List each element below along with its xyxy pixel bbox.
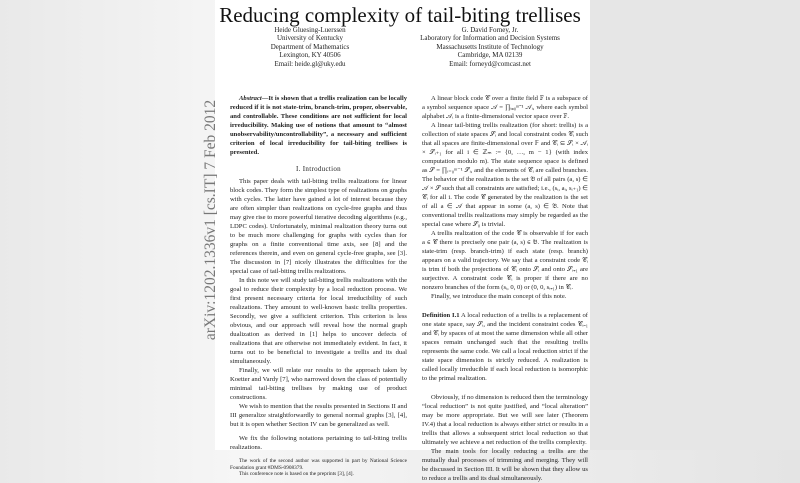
author-email: Email: heide.gl@uky.edu [274, 59, 346, 68]
left-column [230, 94, 407, 478]
viewer-background-right [590, 0, 800, 450]
abstract [230, 94, 407, 157]
abstract-text: —It is shown that a trellis realization can be locally reduced if it is not state-trim, branch-trim, proper, observable, and controllable. These conditions are not sufficient for local irreducibility. Making use of notions that amount to “almost unobservability/uncontrollability”, a necessary and sufficient criterion of local irreducibility for tail-biting trellises is presented. [230, 95, 407, 156]
paragraph: We wish to mention that the results presented in Sections II and III generalize straightforwardly to general normal graphs [3], [4], but it is open whether Section IV can be generalized as well. [230, 403, 407, 428]
author-name: Heide Gluesing-Luerssen [274, 26, 346, 34]
right-column [422, 94, 588, 483]
paragraph: A linear block code 𝒞 over a finite field 𝔽 is a subspace of a symbol sequence space 𝒜 = ∏ᵢ₌₀ᵐ⁻¹ 𝒜ᵢ, where each symbol alphabet 𝒜ᵢ is a finite-dimensional vector space over 𝔽. [422, 95, 588, 120]
arxiv-stamp: arXiv:1202.1336v1 [cs.IT] 7 Feb 2012 [202, 99, 219, 341]
paragraph: Finally, we will relate our results to the approach taken by Koetter and Vardy [7], who narrowed down the class of potentially minimal tail-biting trellises by making use of product constructions. [230, 367, 407, 401]
paper-title: Reducing complexity of tail-biting trellises [219, 3, 581, 27]
author-affiliation: Laboratory for Information and Decision Systems [420, 34, 560, 43]
author-name: G. David Forney, Jr. [461, 26, 519, 34]
paragraph: In this note we will study tail-biting trellis realizations with the goal to reduce their complexity by a local reduction process. We first present necessary criteria for local irreducibility of such realizations. They amount to well-known basic trellis properties. Secondly, we give a sufficient criterion. This criterion is less obvious, and our approach will reveal how the normal graph dualization as derived in [1] helps to uncover defects of realizations that are otherwise not immediately evident. In fact, it turns out to be beneficial to investigate a trellis and its dual simultaneously. [230, 277, 407, 365]
author-1 [235, 26, 385, 68]
paragraph: We fix the following notations pertaining to tail-biting trellis realizations. [230, 435, 407, 451]
author-affiliation: University of Kentucky [276, 34, 344, 43]
paragraph: The main tools for locally reducing a trellis are the mutually dual processes of trimming and merging. They will be discussed in Section III. It will be shown that they allow us to reduce a trellis and its dual simultaneously. [422, 448, 588, 482]
definition-text: A local reduction of a trellis is a replacement of one state space, say 𝒮ᵢ, and the incident constraint codes 𝒞ᵢ₋₁ and 𝒞ᵢ by spaces of at most the same dimension while all other spaces remain unchanged such that the resulting trellis represents the same code. We call a local reduction strict if the state space dimension is strictly reduced. A realization is called locally irreducible if each local reduction is isomorphic to the primal realization. [422, 312, 588, 382]
paragraph: Finally, we introduce the main concept of this note. [431, 293, 567, 300]
paragraph: This paper deals with tail-biting trellis realizations for linear block codes. They form the simplest type of realizations on graphs with cycles. The latter have gained a lot of interest because they are often simpler than realizations on cycle-free graphs and thus may give rise to more powerful iterative decoding algorithms (e.g., LDPC codes). Unfortunately, minimal realization theory turns out to be much more challenging for graphs with cycles than for graphs on a finite conventional time axis, see [8] and the references therein, and even on general cycle-free graphs, see [3]. The discussion in [7] nicely illustrates the difficulties for the special case of tail-biting trellis realizations. [230, 178, 407, 275]
author-address: Cambridge, MA 02139 [457, 51, 523, 60]
author-affiliation: Massachusetts Institute of Technology [436, 42, 544, 51]
section-heading: I. Introduction [296, 165, 341, 173]
definition-label: Definition I.1 [422, 312, 460, 319]
abstract-label: Abstract [239, 95, 262, 102]
footnote: The work of the second author was supported in part by National Science Foundation grant #DMS-0908379. [230, 458, 407, 471]
definition [422, 311, 588, 383]
paragraph: Obviously, if no dimension is reduced then the terminology “local reduction” is not quite justified, and “local alteration” may be more appropriate. But we will see later (Theorem IV.4) that a local reduction is always either strict or results in a trellis that allows a subsequent strict local reduction so that ultimately we achieve a net reduction of the trellis complexity. [422, 394, 588, 446]
author-2 [390, 26, 590, 68]
author-affiliation: Department of Mathematics [270, 42, 350, 51]
footnotes [230, 458, 407, 478]
author-address: Lexington, KY 40506 [279, 51, 341, 60]
paragraph: A linear tail-biting trellis realization (for short: trellis) is a collection of state spaces 𝒮ᵢ and local constraint codes 𝒞ᵢ such that all spaces are finite-dimensional over 𝔽 and 𝒞ᵢ ⊆ 𝒮ᵢ × 𝒜ᵢ × 𝒮ᵢ₊₁ for all i ∈ ℤₘ := {0, …, m − 1} (with index computation modulo m). The state sequence space is defined as 𝒮 = ∏ᵢ₌₀ᵐ⁻¹ 𝒮ᵢ, and the elements of 𝒞ᵢ are called branches. The behavior of the realization is the set 𝔅 of all pairs (a, s) ∈ 𝒜 × 𝒮 such that all constraints are satisfied; i.e., (sᵢ, aᵢ, sᵢ₊₁) ∈ 𝒞ᵢ for all i. The code 𝒞 generated by the realization is the set of all a ∈ 𝒜 that appear in some (a, s) ∈ 𝔅. Note that conventional trellis realizations may simply be regarded as the special case where 𝒮₀ is trivial. [422, 122, 588, 228]
author-email: Email: forneyd@comcast.net [449, 59, 531, 68]
paper-page [215, 0, 590, 482]
paragraph: A trellis realization of the code 𝒞 is observable if for each a ∈ 𝒞 there is precisely one pair (a, s) ∈ 𝔅. The realization is state-trim (resp. branch-trim) if each state (resp. branch) appears on a valid trajectory. We say that a constraint code 𝒞ᵢ is trim if both the projections of 𝒞ᵢ onto 𝒮ᵢ and onto 𝒮ᵢ₊₁ are surjective. A constraint code 𝒞ᵢ is proper if there are no nonzero branches of the form (sᵢ, 0, 0) or (0, 0, sᵢ₊₁) in 𝒞ᵢ. [422, 230, 588, 291]
footnote: This conference note is based on the preprints [3], [4]. [239, 471, 354, 477]
